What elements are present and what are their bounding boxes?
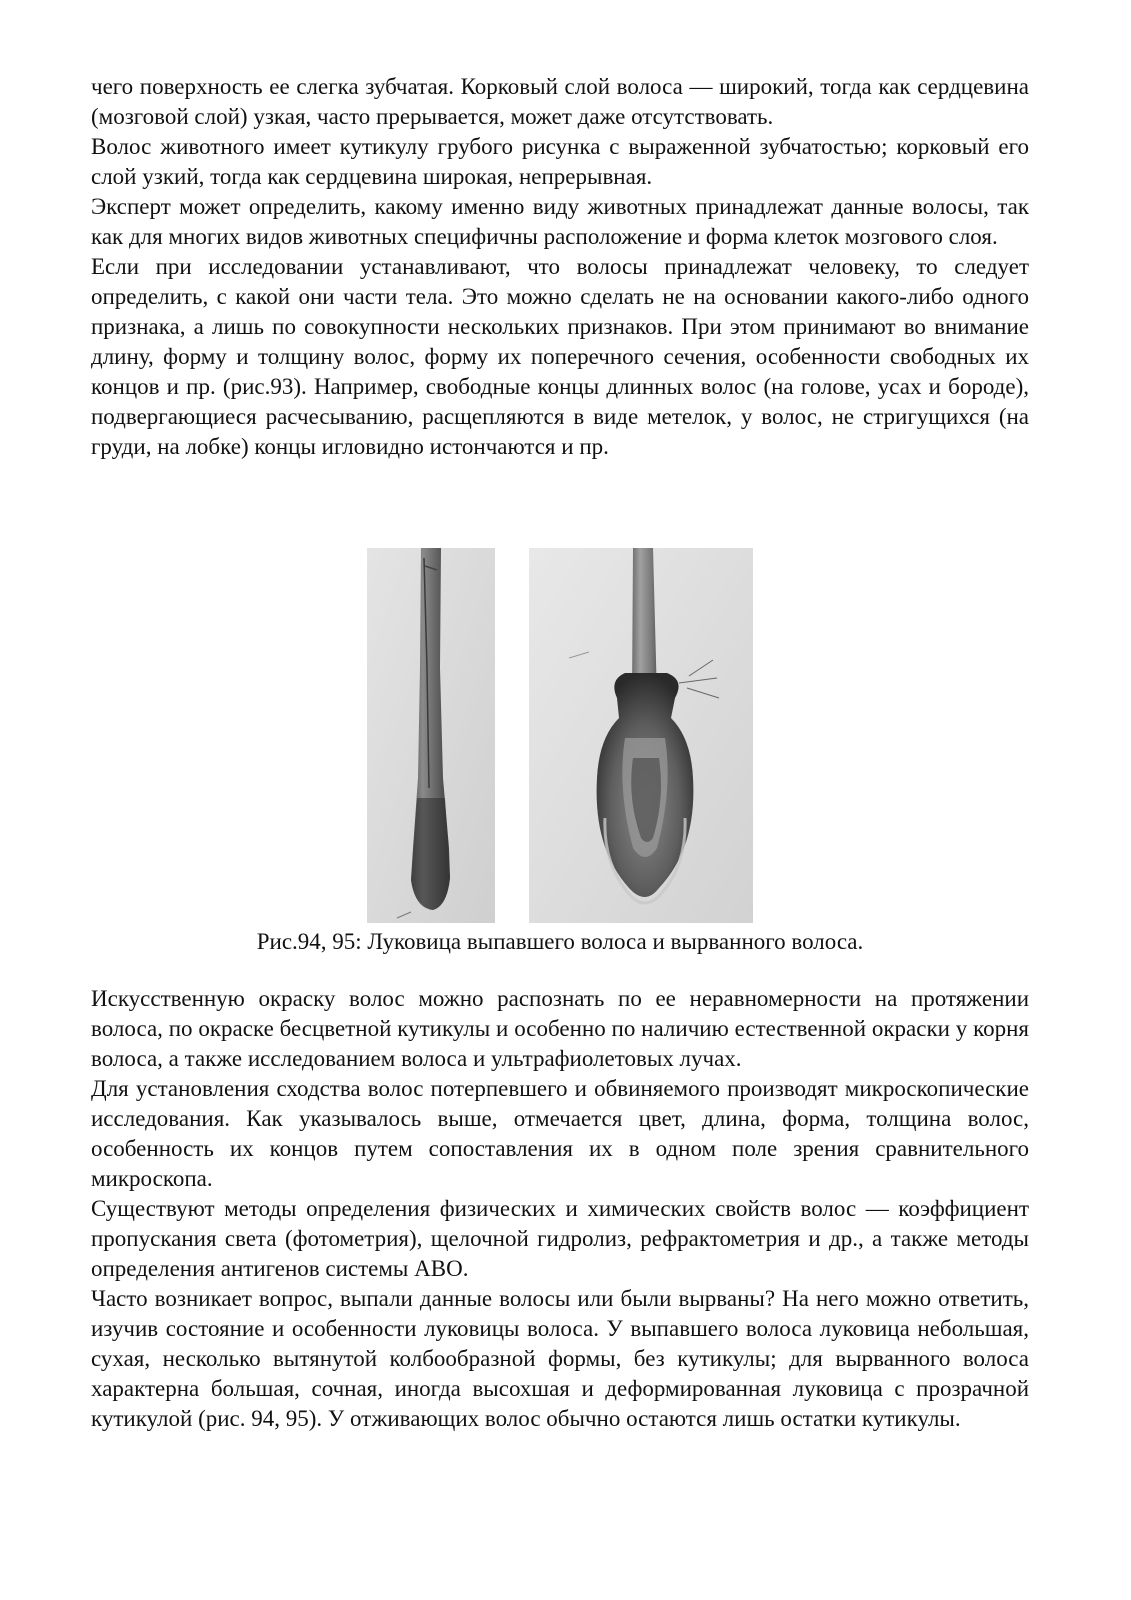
- figure-caption: Рис.94, 95: Луковица выпавшего волоса и вырванного волоса.: [256, 929, 864, 954]
- paragraph-cortex-description: чего поверхность ее слегка зубчатая. Корковый слой волоса — широкий, тогда как сердцевина (мозговой слой) узкая, часто прерывается, может даже отсутствовать.: [91, 74, 1029, 129]
- text-block-bottom: [91, 984, 1029, 1434]
- pulled-hair-bulb-photo: [529, 548, 753, 923]
- paragraph-methods: Существуют методы определения физических и химических свойств волос — коэффициент пропускания света (фотометрия), щелочной гидролиз, рефрактометрия и др., а также методы определения антигенов системы АВО.: [91, 1196, 1029, 1281]
- text-block-top: [91, 72, 1029, 462]
- figure-hair-bulbs: [367, 548, 753, 923]
- paragraph-fallen-or-pulled: Часто возникает вопрос, выпали данные волосы или были вырваны? На него можно ответить, изучив состояние и особенности луковицы волоса. У выпавшего волоса луковица небольшая, сухая, несколько вытянутой колбообразной формы, без кутикулы; для вырванного волоса характерна большая, сочная, иногда высохшая и деформированная луковица с прозрачной кутикулой (рис. 94, 95). У отживающих волос обычно остаются лишь остатки кутикулы.: [91, 1286, 1029, 1431]
- paragraph-artificial-dye: Искусственную окраску волос можно распознать по ее неравномерности на протяжении волоса, по окраске бесцветной кутикулы и особенно по наличию естественной окраски у корня волоса, а также исследованием волоса и ультрафиолетовых лучах.: [91, 986, 1029, 1071]
- paragraph-body-region: Если при исследовании устанавливают, что волосы принадлежат человеку, то следует определить, с какой они части тела. Это можно сделать не на основании какого-либо одного признака, а лишь по совокупности нескольких признаков. При этом принимают во внимание длину, форму и толщину волос, форму их поперечного сечения, особенности свободных их концов и пр. (рис.93). Например, свободные концы длинных волос (на голове, усах и бороде), подвергающиеся расчесыванию, расщепляются в виде метелок, у волос, не стригущихся (на груди, на лобке) концы игловидно истончаются и пр.: [91, 254, 1029, 459]
- paragraph-expert-species: Эксперт может определить, какому именно виду животных принадлежат данные волосы, так как для многих видов животных специфичны расположение и форма клеток мозгового слоя.: [91, 194, 1029, 249]
- fallen-hair-bulb-photo: [367, 548, 495, 923]
- paragraph-comparison: Для установления сходства волос потерпевшего и обвиняемого производят микроскопические исследования. Как указывалось выше, отмечается цвет, длина, форма, толщина волос, особенность их концов путем сопоставления их в одном поле зрения сравнительного микроскопа.: [91, 1076, 1029, 1191]
- paragraph-animal-hair: Волос животного имеет кутикулу грубого рисунка с выраженной зубчатостью; корковый его слой узкий, тогда как сердцевина широкая, непрерывная.: [91, 134, 1029, 189]
